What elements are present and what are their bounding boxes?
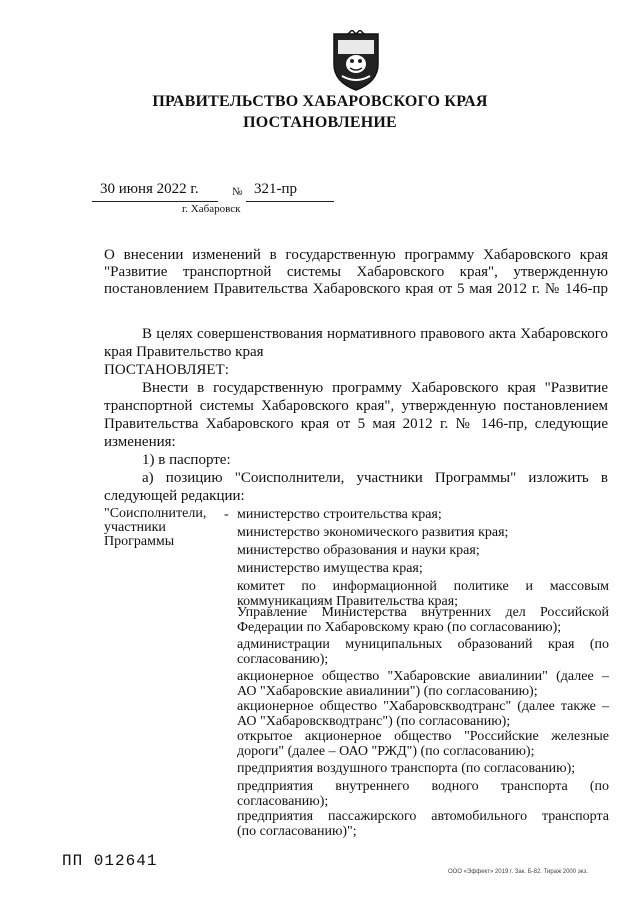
position-label-line: Программы	[104, 534, 175, 549]
subject-line: "Развитие транспортной системы Хабаровского края", утвержденную	[104, 264, 608, 280]
list-item: предприятия воздушного транспорта (по согласованию);	[237, 761, 576, 776]
paragraph-line: а) позицию "Соисполнители, участники Программы" изложить в	[142, 470, 608, 486]
number-sign: №	[232, 186, 243, 198]
position-dash: -	[224, 507, 229, 522]
list-item: администрации муниципальных образований края (по согласованию);	[237, 637, 609, 667]
document-city: г. Хабаровск	[182, 203, 241, 215]
subject-line: постановлением Правительства Хабаровского края от 5 мая 2012 г. № 146-пр	[104, 281, 608, 297]
table-position-label	[104, 507, 226, 549]
number-underline	[246, 201, 334, 202]
paragraph-line: Внести в государственную программу Хабаровского края "Развитие	[142, 380, 608, 396]
paragraph-line: следующей редакции:	[104, 488, 245, 504]
list-item: акционерное общество "Хабаровские авиалинии" (далее – АО "Хабаровские авиалинии") (по согласованию);	[237, 669, 609, 699]
paragraph-line: В целях совершенствования нормативного правового акта Хабаровского	[142, 326, 608, 342]
form-serial-number: ПП 012641	[62, 852, 158, 870]
printer-imprint: ООО «Эффект» 2019 г. Зак. Б-82. Тираж 2000 экз.	[448, 869, 588, 875]
government-title: ПРАВИТЕЛЬСТВО ХАБАРОВСКОГО КРАЯ	[152, 93, 488, 110]
list-item: акционерное общество "Хабаровскводтранс" (далее также – АО "Хабаровскводтранс") (по согласованию);	[237, 699, 609, 729]
list-item: открытое акционерное общество "Российские железные дороги" (далее – ОАО "РЖД") (по согласованию);	[237, 729, 609, 759]
subject-line: О внесении изменений в государственную программу Хабаровского края	[104, 247, 608, 263]
document-number: 321-пр	[254, 181, 298, 197]
position-label-line: "Соисполнители,	[104, 506, 207, 521]
list-item: предприятия пассажирского автомобильного транспорта (по согласованию)";	[237, 809, 609, 839]
paragraph-line: края Правительство края	[104, 344, 264, 360]
document-date: 30 июня 2022 г.	[100, 181, 199, 197]
list-item: Управление Министерства внутренних дел Российской Федерации по Хабаровскому краю (по согласованию);	[237, 605, 609, 635]
list-item: комитет по информационной политике и массовым коммуникациям Правительства края;	[237, 579, 609, 609]
position-label-line: участники	[104, 520, 166, 535]
list-item: министерство строительства края;	[237, 507, 442, 522]
list-item: предприятия внутреннего водного транспорта (по согласованию);	[237, 779, 609, 809]
date-underline	[92, 201, 218, 202]
list-item: министерство экономического развития края;	[237, 525, 509, 540]
decree-word: ПОСТАНОВЛЯЕТ:	[104, 362, 229, 378]
document-subject	[104, 247, 608, 298]
document-type-title: ПОСТАНОВЛЕНИЕ	[243, 114, 397, 131]
list-item: министерство образования и науки края;	[237, 543, 480, 558]
paragraph-line: 1) в паспорте:	[142, 452, 231, 468]
coat-of-arms-icon	[330, 30, 382, 92]
list-item: министерство имущества края;	[237, 561, 423, 576]
paragraph-line: Правительства Хабаровского края от 5 мая 2012 г. № 146-пр, следующие	[104, 416, 608, 432]
paragraph-line: транспортной системы Хабаровского края", утвержденную постановлением	[104, 398, 608, 414]
paragraph-line: изменения:	[104, 434, 176, 450]
